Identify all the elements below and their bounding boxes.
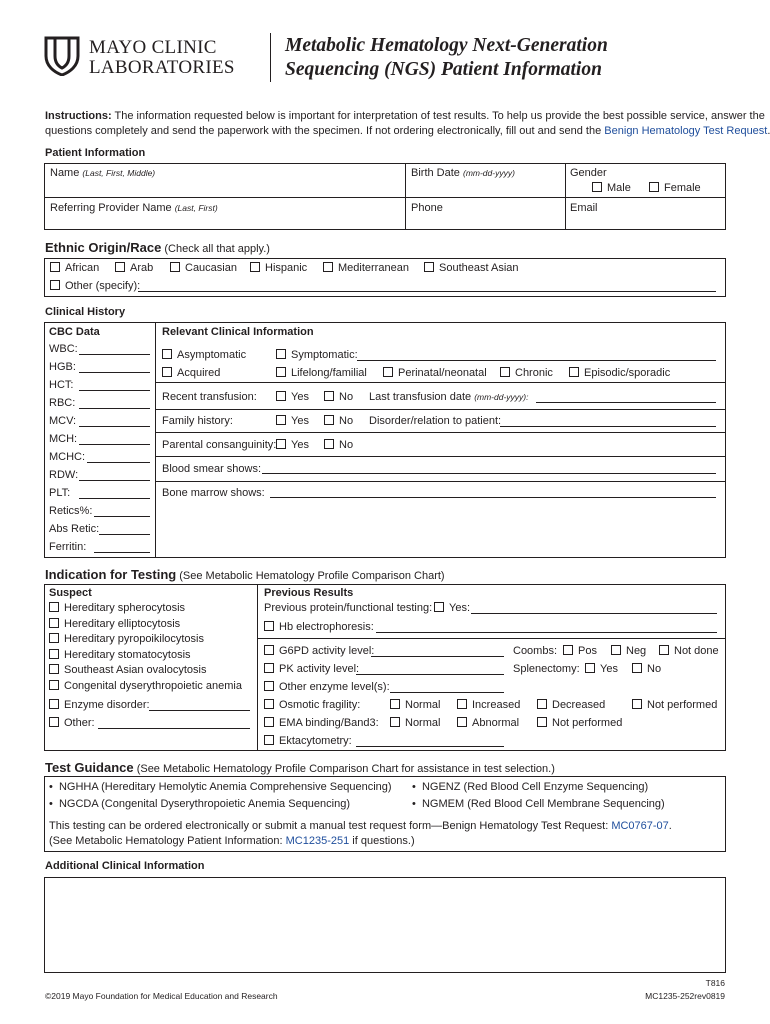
- coombs-neg[interactable]: [611, 645, 646, 658]
- instructions-label: Instructions:: [45, 110, 112, 122]
- guidance-line1-text: This testing can be ordered electronically or submit a manual test request form—Benign Hematology Test Request:: [49, 820, 609, 832]
- gender-female[interactable]: [649, 182, 701, 195]
- lifelong-option[interactable]: [276, 367, 367, 380]
- referring-provider-field[interactable]: [50, 202, 218, 215]
- guidance-bullet-4: • NGMEM (Red Blood Cell Membrane Sequencing): [412, 798, 665, 810]
- recent-transfusion-label: Recent transfusion:: [162, 391, 257, 403]
- parental-yes[interactable]: [276, 439, 309, 452]
- suspect-checkbox[interactable]: [49, 633, 59, 643]
- ema-abnormal[interactable]: [457, 717, 519, 730]
- disorder-relation-label: Disorder/relation to patient:: [369, 415, 502, 427]
- doc-title-line-2: Sequencing (NGS) Patient Information: [285, 59, 602, 80]
- suspect-heading: Suspect: [49, 587, 92, 599]
- splenectomy-no[interactable]: [632, 663, 661, 676]
- clinical-heading: Clinical History: [45, 306, 126, 318]
- last-transfusion-line[interactable]: [536, 402, 716, 403]
- splenectomy-label: Splenectomy:: [513, 663, 580, 675]
- mediterranean-label: Mediterranean: [338, 262, 409, 274]
- cbc-value-line[interactable]: [99, 534, 150, 535]
- other-label: Other (specify):: [65, 280, 141, 292]
- guidance-b3-text: NGENZ (Red Blood Cell Enzyme Sequencing): [421, 781, 649, 793]
- ethnic-southeast-asian[interactable]: [424, 262, 519, 275]
- chronic-option[interactable]: [500, 367, 553, 380]
- instructions-line-1: [45, 110, 765, 123]
- african-checkbox[interactable]: [50, 262, 60, 272]
- guidance-note: (See Metabolic Hematology Profile Comparison Chart for assistance in test selection.): [136, 763, 555, 775]
- bone-marrow-label: Bone marrow shows:: [162, 487, 265, 499]
- male-label: Male: [607, 182, 631, 194]
- osmotic-increased-checkbox[interactable]: [457, 699, 467, 709]
- doc-title-line-1: Metabolic Hematology Next-Generation: [285, 35, 608, 56]
- cbc-value-line[interactable]: [79, 390, 150, 391]
- suspect-option[interactable]: [49, 680, 242, 693]
- suspect-label: Southeast Asian ovalocytosis: [64, 664, 207, 676]
- other-enzyme-label: Other enzyme level(s):: [279, 681, 390, 693]
- coombs-pos[interactable]: [563, 645, 597, 658]
- guidance-b4-text: NGMEM (Red Blood Cell Membrane Sequencing): [421, 798, 665, 810]
- cbc-value-line[interactable]: [79, 444, 150, 445]
- osmotic-label: Osmotic fragility:: [279, 699, 361, 711]
- ema-checkbox[interactable]: [264, 717, 274, 727]
- ema-abnormal-label: Abnormal: [472, 717, 520, 729]
- cbc-value-line[interactable]: [79, 408, 150, 409]
- ema-normal[interactable]: [390, 717, 440, 730]
- ethnic-arab[interactable]: [115, 262, 153, 275]
- guidance-heading: [45, 761, 555, 776]
- suspect-option[interactable]: [49, 664, 206, 677]
- cbc-label: PLT:: [49, 487, 71, 499]
- recent-no-label: No: [339, 391, 354, 403]
- additional-info-textarea[interactable]: [44, 877, 726, 973]
- suspect-option[interactable]: [49, 633, 204, 646]
- suspect-checkbox[interactable]: [49, 618, 59, 628]
- cbc-label: Abs Retic:: [49, 523, 100, 535]
- osmotic-normal[interactable]: [390, 699, 440, 712]
- other-enzyme-checkbox[interactable]: [264, 681, 274, 691]
- benign-hematology-link[interactable]: Benign Hematology Test Request: [604, 125, 768, 137]
- hispanic-label: Hispanic: [265, 262, 308, 274]
- suspect-checkbox[interactable]: [49, 649, 59, 659]
- name-hint: (Last, First, Middle): [82, 168, 156, 178]
- patient-heading: Patient Information: [45, 147, 146, 159]
- cbc-label: RDW:: [49, 469, 79, 481]
- african-label: African: [65, 262, 100, 274]
- family-no-checkbox[interactable]: [324, 415, 334, 425]
- suspect-label: Hereditary elliptocytosis: [64, 617, 181, 630]
- osmotic-increased[interactable]: [457, 699, 520, 712]
- relevant-heading: Relevant Clinical Information: [162, 326, 314, 338]
- hb-electrophoresis-label: Hb electrophoresis:: [279, 621, 374, 633]
- phone-field[interactable]: [411, 202, 443, 215]
- phone-label: Phone: [411, 202, 443, 214]
- mayo-shield-icon: [44, 36, 80, 76]
- guidance-line2-end: if questions.): [352, 835, 415, 847]
- pk-label: PK activity level:: [279, 663, 360, 675]
- lifelong-checkbox[interactable]: [276, 367, 286, 377]
- hb-electrophoresis-line[interactable]: [376, 632, 717, 633]
- female-label: Female: [664, 182, 701, 194]
- instructions-text-1: The information requested below is important for interpretation of test results. To help us provide the best possible service, answer the: [114, 110, 765, 122]
- guidance-b2-text: NGCDA (Congenital Dyserythropoietic Anemia Sequencing): [58, 798, 351, 810]
- enzyme-disorder-checkbox[interactable]: [49, 699, 59, 709]
- guidance-title: Test Guidance: [45, 760, 134, 775]
- mc0767-link[interactable]: MC0767-07: [611, 820, 669, 832]
- name-label: Name: [50, 167, 80, 179]
- suspect-option[interactable]: [49, 649, 191, 662]
- osmotic-not-performed-label: Not performed: [647, 699, 718, 711]
- cbc-label: MCH:: [49, 433, 78, 445]
- indication-title: Indication for Testing: [45, 567, 177, 582]
- family-yes-label: Yes: [291, 415, 309, 427]
- indication-heading: [45, 568, 445, 583]
- hb-electrophoresis-checkbox[interactable]: [264, 621, 274, 631]
- coombs-pos-label: Pos: [578, 645, 597, 657]
- suspect-other-checkbox[interactable]: [49, 717, 59, 727]
- arab-label: Arab: [130, 262, 154, 274]
- coombs-not-done-label: Not done: [674, 645, 719, 657]
- cbc-value-line[interactable]: [87, 462, 150, 463]
- osmotic-decreased[interactable]: [537, 699, 605, 712]
- last-transfusion-label: [369, 391, 529, 404]
- cbc-label: MCHC:: [49, 451, 86, 463]
- osmotic-normal-checkbox[interactable]: [390, 699, 400, 709]
- coombs-neg-label: Neg: [626, 645, 647, 657]
- gender-label: Gender: [570, 167, 607, 179]
- g6pd-checkbox[interactable]: [264, 645, 274, 655]
- ethnic-caucasian[interactable]: [170, 262, 237, 275]
- prev-protein-yes-checkbox[interactable]: [434, 602, 444, 612]
- chronic-checkbox[interactable]: [500, 367, 510, 377]
- cbc-value-line[interactable]: [79, 372, 150, 373]
- asymptomatic-label: Asymptomatic: [177, 349, 247, 361]
- symptomatic-option[interactable]: [276, 349, 358, 362]
- caucasian-checkbox[interactable]: [170, 262, 180, 272]
- osmotic-decreased-checkbox[interactable]: [537, 699, 547, 709]
- mc1235-251-link[interactable]: MC1235-251: [285, 835, 350, 847]
- ethnic-note: (Check all that apply.): [164, 243, 270, 255]
- parental-no-checkbox[interactable]: [324, 439, 334, 449]
- indication-note: (See Metabolic Hematology Profile Comparison Chart): [179, 570, 445, 582]
- enzyme-disorder-option[interactable]: [49, 699, 150, 712]
- episodic-checkbox[interactable]: [569, 367, 579, 377]
- osmotic-increased-label: Increased: [472, 699, 521, 711]
- suspect-checkbox[interactable]: [49, 664, 59, 674]
- suspect-other-label: Other:: [64, 717, 95, 729]
- last-transfusion-hint: (mm-dd-yyyy):: [474, 392, 529, 402]
- acquired-option[interactable]: [162, 367, 220, 380]
- asymptomatic-checkbox[interactable]: [162, 349, 172, 359]
- parental-yes-label: Yes: [291, 439, 309, 451]
- instructions-line-2: [45, 125, 770, 138]
- logo-line-2: LABORATORIES: [89, 57, 235, 78]
- guidance-line-1: [49, 820, 672, 833]
- ema-not-performed[interactable]: [537, 717, 622, 730]
- male-checkbox[interactable]: [592, 182, 602, 192]
- coombs-neg-checkbox[interactable]: [611, 645, 621, 655]
- suspect-other-option[interactable]: [49, 717, 95, 730]
- osmotic-not-performed-checkbox[interactable]: [632, 699, 642, 709]
- footer-code-1: T816: [705, 978, 725, 988]
- cbc-value-line[interactable]: [79, 354, 150, 355]
- osmotic-checkbox[interactable]: [264, 699, 274, 709]
- birth-date-field[interactable]: [411, 167, 515, 180]
- cbc-value-line[interactable]: [94, 552, 150, 553]
- southeast-asian-checkbox[interactable]: [424, 262, 434, 272]
- episodic-label: Episodic/sporadic: [584, 367, 671, 379]
- suspect-checkbox[interactable]: [49, 680, 59, 690]
- osmotic-option[interactable]: [264, 699, 360, 712]
- splenectomy-no-label: No: [647, 663, 662, 675]
- guidance-line1-end: .: [668, 820, 672, 832]
- guidance-b1-text: NGHHA (Hereditary Hemolytic Anemia Comprehensive Sequencing): [58, 781, 392, 793]
- referring-hint: (Last, First): [174, 203, 218, 213]
- ema-not-performed-label: Not performed: [552, 717, 623, 729]
- cbc-value-line[interactable]: [94, 516, 150, 517]
- pk-line[interactable]: [356, 674, 504, 675]
- suspect-other-line[interactable]: [98, 728, 250, 729]
- coombs-not-done[interactable]: [659, 645, 719, 658]
- birth-hint: (mm-dd-yyyy): [462, 168, 515, 178]
- ektacytometry-line[interactable]: [356, 746, 504, 747]
- parental-yes-checkbox[interactable]: [276, 439, 286, 449]
- coombs-not-done-checkbox[interactable]: [659, 645, 669, 655]
- footer-code-2: MC1235-252rev0819: [645, 991, 725, 1001]
- hb-electrophoresis-option[interactable]: [264, 621, 374, 634]
- guidance-line-2: [49, 835, 415, 848]
- osmotic-normal-label: Normal: [405, 699, 441, 711]
- cbc-label: Retics%:: [49, 505, 93, 517]
- family-no-label: No: [339, 415, 354, 427]
- ektacytometry-label: Ektacytometry:: [279, 735, 352, 747]
- logo-line-1: MAYO CLINIC: [89, 37, 217, 58]
- cbc-value-line[interactable]: [79, 498, 150, 499]
- pk-checkbox[interactable]: [264, 663, 274, 673]
- ethnic-heading: [45, 241, 270, 256]
- cbc-label: MCV:: [49, 415, 77, 427]
- enzyme-disorder-label: Enzyme disorder:: [64, 699, 150, 711]
- splenectomy-yes[interactable]: [585, 663, 618, 676]
- osmotic-not-performed[interactable]: [632, 699, 717, 712]
- coombs-pos-checkbox[interactable]: [563, 645, 573, 655]
- symptomatic-line[interactable]: [357, 360, 716, 361]
- perinatal-option[interactable]: [383, 367, 487, 380]
- hispanic-checkbox[interactable]: [250, 262, 260, 272]
- suspect-label: Hereditary pyropoikilocytosis: [64, 633, 204, 645]
- ethnic-hispanic[interactable]: [250, 262, 307, 275]
- female-checkbox[interactable]: [649, 182, 659, 192]
- cbc-label: HGB:: [49, 361, 76, 373]
- referring-label: Referring Provider Name: [50, 202, 172, 214]
- suspect-label: Hereditary stomatocytosis: [64, 648, 191, 661]
- header-divider: [270, 33, 271, 82]
- splenectomy-yes-label: Yes: [600, 663, 618, 675]
- cbc-value-line[interactable]: [79, 480, 150, 481]
- parental-no-label: No: [339, 439, 354, 451]
- prev-protein-yes[interactable]: [434, 602, 470, 615]
- symptomatic-checkbox[interactable]: [276, 349, 286, 359]
- other-checkbox[interactable]: [50, 280, 60, 290]
- arab-checkbox[interactable]: [115, 262, 125, 272]
- guidance-line2-text: (See Metabolic Hematology Patient Information:: [49, 835, 283, 847]
- guidance-bullet-3: • NGENZ (Red Blood Cell Enzyme Sequencing): [412, 781, 649, 793]
- name-field[interactable]: [50, 167, 155, 180]
- email-field[interactable]: [570, 202, 598, 215]
- caucasian-label: Caucasian: [185, 262, 237, 274]
- recent-yes-checkbox[interactable]: [276, 391, 286, 401]
- suspect-label: Hereditary spherocytosis: [64, 602, 186, 614]
- enzyme-disorder-line[interactable]: [149, 710, 250, 711]
- footer-copyright: ©2019 Mayo Foundation for Medical Education and Research: [45, 991, 278, 1001]
- mayo-logo: [44, 36, 80, 76]
- blood-smear-line[interactable]: [262, 473, 716, 474]
- last-transfusion-text: Last transfusion date: [369, 391, 472, 403]
- cbc-value-line[interactable]: [79, 426, 150, 427]
- birth-label: Birth Date: [411, 167, 460, 179]
- perinatal-checkbox[interactable]: [383, 367, 393, 377]
- prev-protein-yes-label: Yes:: [449, 602, 471, 614]
- other-enzyme-option[interactable]: [264, 681, 390, 694]
- pk-option[interactable]: [264, 663, 359, 676]
- asymptomatic-option[interactable]: [162, 349, 246, 362]
- g6pd-label: G6PD activity level:: [279, 645, 375, 657]
- chronic-label: Chronic: [515, 367, 553, 379]
- southeast-asian-label: Southeast Asian: [439, 262, 519, 274]
- ema-normal-label: Normal: [405, 717, 441, 729]
- episodic-option[interactable]: [569, 367, 670, 380]
- ethnic-other[interactable]: [50, 280, 140, 293]
- ema-not-performed-checkbox[interactable]: [537, 717, 547, 727]
- other-specify-line[interactable]: [138, 291, 716, 292]
- prev-protein-line[interactable]: [471, 613, 717, 614]
- acquired-label: Acquired: [177, 367, 221, 379]
- ethnic-african[interactable]: [50, 262, 99, 275]
- lifelong-label: Lifelong/familial: [291, 367, 367, 379]
- blood-smear-label: Blood smear shows:: [162, 463, 262, 475]
- perinatal-label: Perinatal/neonatal: [398, 367, 487, 379]
- ema-abnormal-checkbox[interactable]: [457, 717, 467, 727]
- g6pd-option[interactable]: [264, 645, 374, 658]
- other-enzyme-line[interactable]: [390, 692, 504, 693]
- suspect-label: Congenital dyserythropoietic anemia: [64, 679, 242, 692]
- previous-results-heading: Previous Results: [264, 587, 354, 599]
- family-history-yes[interactable]: [276, 415, 309, 428]
- clinical-box: [44, 322, 726, 558]
- suspect-option[interactable]: [49, 618, 180, 631]
- ektacytometry-checkbox[interactable]: [264, 735, 274, 745]
- coombs-label: Coombs:: [513, 645, 558, 657]
- parental-no[interactable]: [324, 439, 353, 452]
- cbc-label: WBC:: [49, 343, 78, 355]
- additional-heading: Additional Clinical Information: [45, 860, 205, 872]
- email-label: Email: [570, 202, 598, 214]
- bone-marrow-line[interactable]: [270, 497, 716, 498]
- cbc-label: Ferritin:: [49, 541, 87, 553]
- suspect-checkbox[interactable]: [49, 602, 59, 612]
- parental-label: Parental consanguinity:: [162, 439, 277, 451]
- ektacytometry-option[interactable]: [264, 735, 352, 748]
- cbc-label: RBC:: [49, 397, 76, 409]
- acquired-checkbox[interactable]: [162, 367, 172, 377]
- recent-transfusion-no[interactable]: [324, 391, 353, 404]
- gender-male[interactable]: [592, 182, 631, 195]
- cbc-heading: CBC Data: [49, 326, 100, 338]
- recent-yes-label: Yes: [291, 391, 309, 403]
- g6pd-line[interactable]: [371, 656, 504, 657]
- symptomatic-label: Symptomatic:: [291, 349, 358, 361]
- family-history-label: Family history:: [162, 415, 233, 427]
- ema-option[interactable]: [264, 717, 379, 730]
- instructions-text-2: questions completely and send the paperwork with the specimen. If not ordering electronically, fill out and send the: [45, 125, 602, 137]
- disorder-relation-line[interactable]: [500, 426, 716, 427]
- ethnic-mediterranean[interactable]: [323, 262, 409, 275]
- splenectomy-no-checkbox[interactable]: [632, 663, 642, 673]
- osmotic-decreased-label: Decreased: [552, 699, 606, 711]
- guidance-bullet-2: • NGCDA (Congenital Dyserythropoietic Anemia Sequencing): [49, 798, 351, 810]
- splenectomy-yes-checkbox[interactable]: [585, 663, 595, 673]
- mediterranean-checkbox[interactable]: [323, 262, 333, 272]
- family-yes-checkbox[interactable]: [276, 415, 286, 425]
- recent-no-checkbox[interactable]: [324, 391, 334, 401]
- family-history-no[interactable]: [324, 415, 353, 428]
- prev-protein-label: Previous protein/functional testing:: [264, 602, 433, 614]
- guidance-bullet-1: • NGHHA (Hereditary Hemolytic Anemia Comprehensive Sequencing): [49, 781, 392, 793]
- recent-transfusion-yes[interactable]: [276, 391, 309, 404]
- ethnic-title: Ethnic Origin/Race: [45, 240, 162, 255]
- cbc-label: HCT:: [49, 379, 74, 391]
- ema-label: EMA binding/Band3:: [279, 717, 379, 729]
- suspect-option[interactable]: [49, 602, 185, 615]
- ema-normal-checkbox[interactable]: [390, 717, 400, 727]
